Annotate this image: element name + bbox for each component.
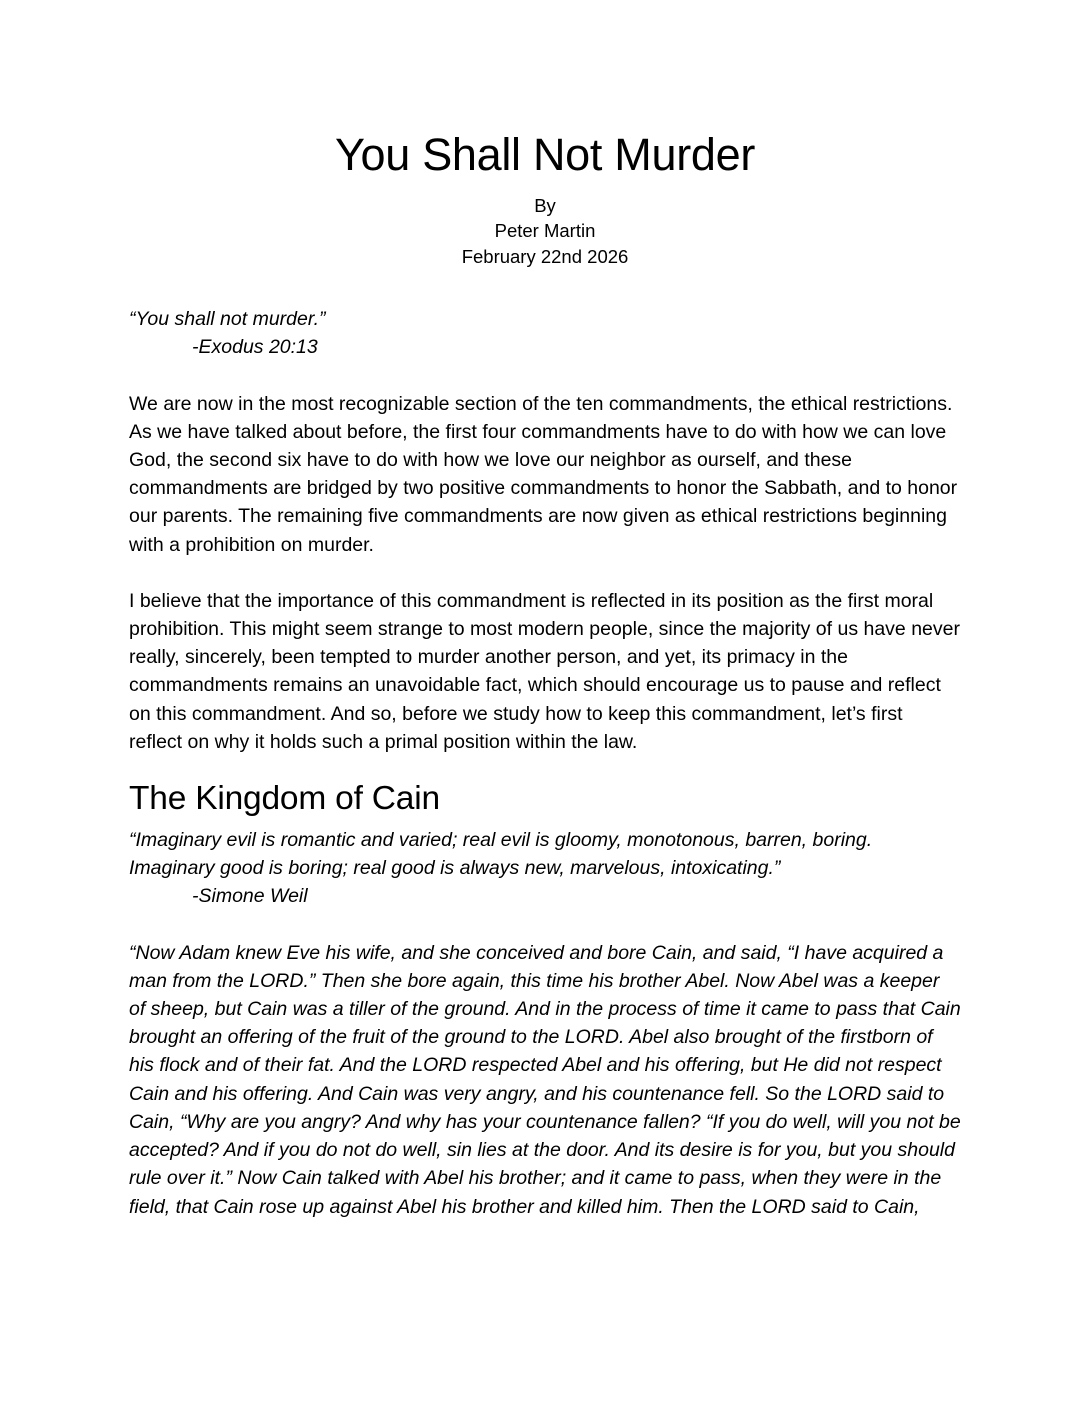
- section-heading: The Kingdom of Cain: [129, 780, 440, 818]
- paragraph-1: We are now in the most recognizable section of the ten commandments, the ethical restrictions. As we have talked about before, the first four commandments have to do with how we can love God, the second six have to do with how we love our neighbor as ourself, and these commandments are bridged by two positive commandments to honor the Sabbath, and to honor our parents. The remaining five commandments are now given as ethical restrictions beginning with a prohibition on murder.: [129, 392, 958, 556]
- section-quote: [129, 826, 961, 911]
- scripture-passage: “Now Adam knew Eve his wife, and she conceived and bore Cain, and said, “I have acquired a man from the LORD.” Then she bore again, this time his brother Abel. Now Abel was a keeper of sheep, but Cain was a tiller of the ground. And in the process of time it came to pass that Cain brought an offering of the fruit of the ground to the LORD. Abel also brought of the firstborn of his flock and of their fat. And the LORD respected Abel and his offering, but He did not respect Cain and his offering. And Cain was very angry, and his countenance fell. So the LORD said to Cain, “Why are you angry? And why has your countenance fallen? “If you do well, will you not be accepted? And if you do not do well, sin lies at the door. And its desire is for you, but you should rule over it.” Now Cain talked with Abel his brother; and it came to pass, when they were in the field, that Cain rose up against Abel his brother and killed him. Then the LORD said to Cain,: [129, 941, 961, 1218]
- epigraph: [129, 305, 961, 361]
- epigraph-text: “You shall not murder.”: [129, 308, 326, 331]
- document-title: You Shall Not Murder: [334, 129, 756, 180]
- byline-date: February 22nd 2026: [461, 245, 629, 267]
- section-quote-attribution: -Simone Weil: [192, 885, 308, 908]
- byline-author: Peter Martin: [494, 220, 596, 242]
- byline-by: By: [534, 195, 556, 216]
- byline: [129, 193, 961, 269]
- section-quote-text: “Imaginary evil is romantic and varied; real evil is gloomy, monotonous, barren, boring. Imaginary good is boring; real good is always new, marvelous, intoxicating.”: [129, 829, 873, 880]
- epigraph-attribution: -Exodus 20:13: [192, 336, 318, 359]
- document-page: [129, 128, 961, 1221]
- paragraph-2: I believe that the importance of this commandment is reflected in its position as the first moral prohibition. This might seem strange to most modern people, since the majority of us have never really, sincerely, been tempted to murder another person, and yet, its primacy in the commandments remains an unavoidable fact, which should encourage us to pause and reflect on this commandment. And so, before we study how to keep this commandment, let’s first reflect on why it holds such a primal position within the law.: [129, 589, 960, 753]
